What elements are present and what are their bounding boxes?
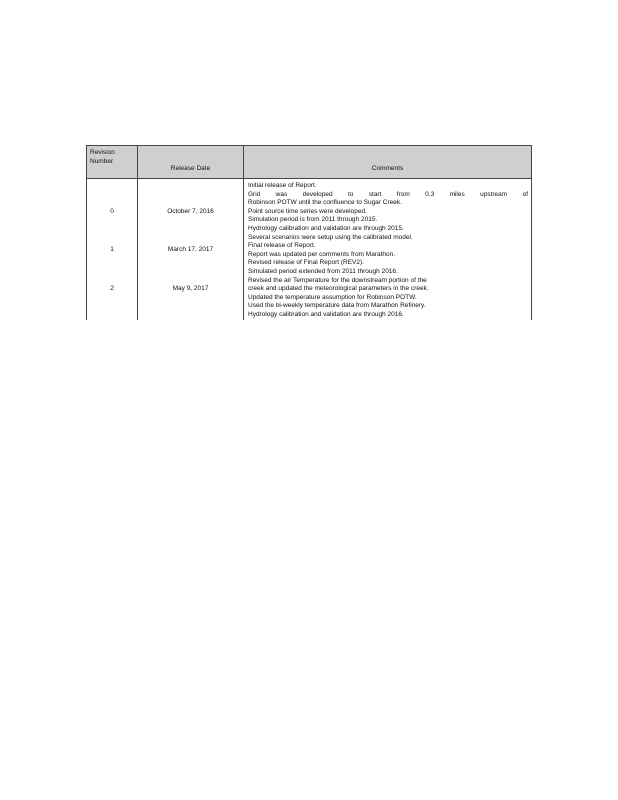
release-date-cell: May 9, 2017 [138, 259, 244, 319]
comments-cell [244, 259, 532, 319]
comment-line: Initial release of Report. [248, 182, 317, 189]
comments-cell [244, 179, 532, 243]
comment-line: Robinson POTW until the confluence to Sugar Creek. [248, 199, 402, 207]
header-comments: Comments [244, 146, 532, 179]
comments-cell [244, 242, 532, 259]
comment-line: Revised the air Temperature for the downstream portion of the [248, 276, 427, 284]
header-revision-number [87, 146, 138, 179]
comment-line: Hydrology calibration and validation are through 2015. [248, 224, 404, 232]
header-release-date: Release Date [138, 146, 244, 179]
revision-number-cell: 0 [87, 179, 138, 243]
header-revision-line2: Number [90, 157, 114, 165]
release-date-cell: October 7, 2016 [138, 179, 244, 243]
comment-line: Updated the temperature assumption for Robinson POTW. [248, 293, 417, 301]
comment-line: Revised release of Final Report (REV2). [248, 259, 364, 267]
comment-line: Simulation period is from 2011 through 2015. [248, 216, 378, 224]
table-row [87, 179, 532, 243]
header-revision-line1: Revision [90, 149, 115, 156]
table-row [87, 259, 532, 319]
revision-number-cell: 1 [87, 242, 138, 259]
comment-line: Several scenarios were setup using the calibrated model. [248, 233, 413, 241]
comment-line: Used the bi-weekly temperature data from Marathon Refinery. [248, 302, 426, 310]
comment-line: Point source time series were developed. [248, 207, 367, 215]
comment-line: Grid was developed to start from 0.3 miles upstream of [248, 190, 528, 198]
comment-line: Simulated period extended from 2011 through 2016. [248, 267, 398, 275]
revision-history-table [86, 145, 532, 320]
revision-number-cell: 2 [87, 259, 138, 319]
comment-line: Final release of Report. [248, 242, 316, 250]
comment-line: Hydrology calibration and validation are through 2016. [248, 310, 404, 318]
release-date-cell: March 17, 2017 [138, 242, 244, 259]
table-row [87, 242, 532, 259]
comment-line: Report was updated per comments from Marathon. [248, 250, 396, 258]
comment-line: creek and updated the meteorological parameters in the creek. [248, 285, 429, 293]
header-row [87, 146, 532, 179]
